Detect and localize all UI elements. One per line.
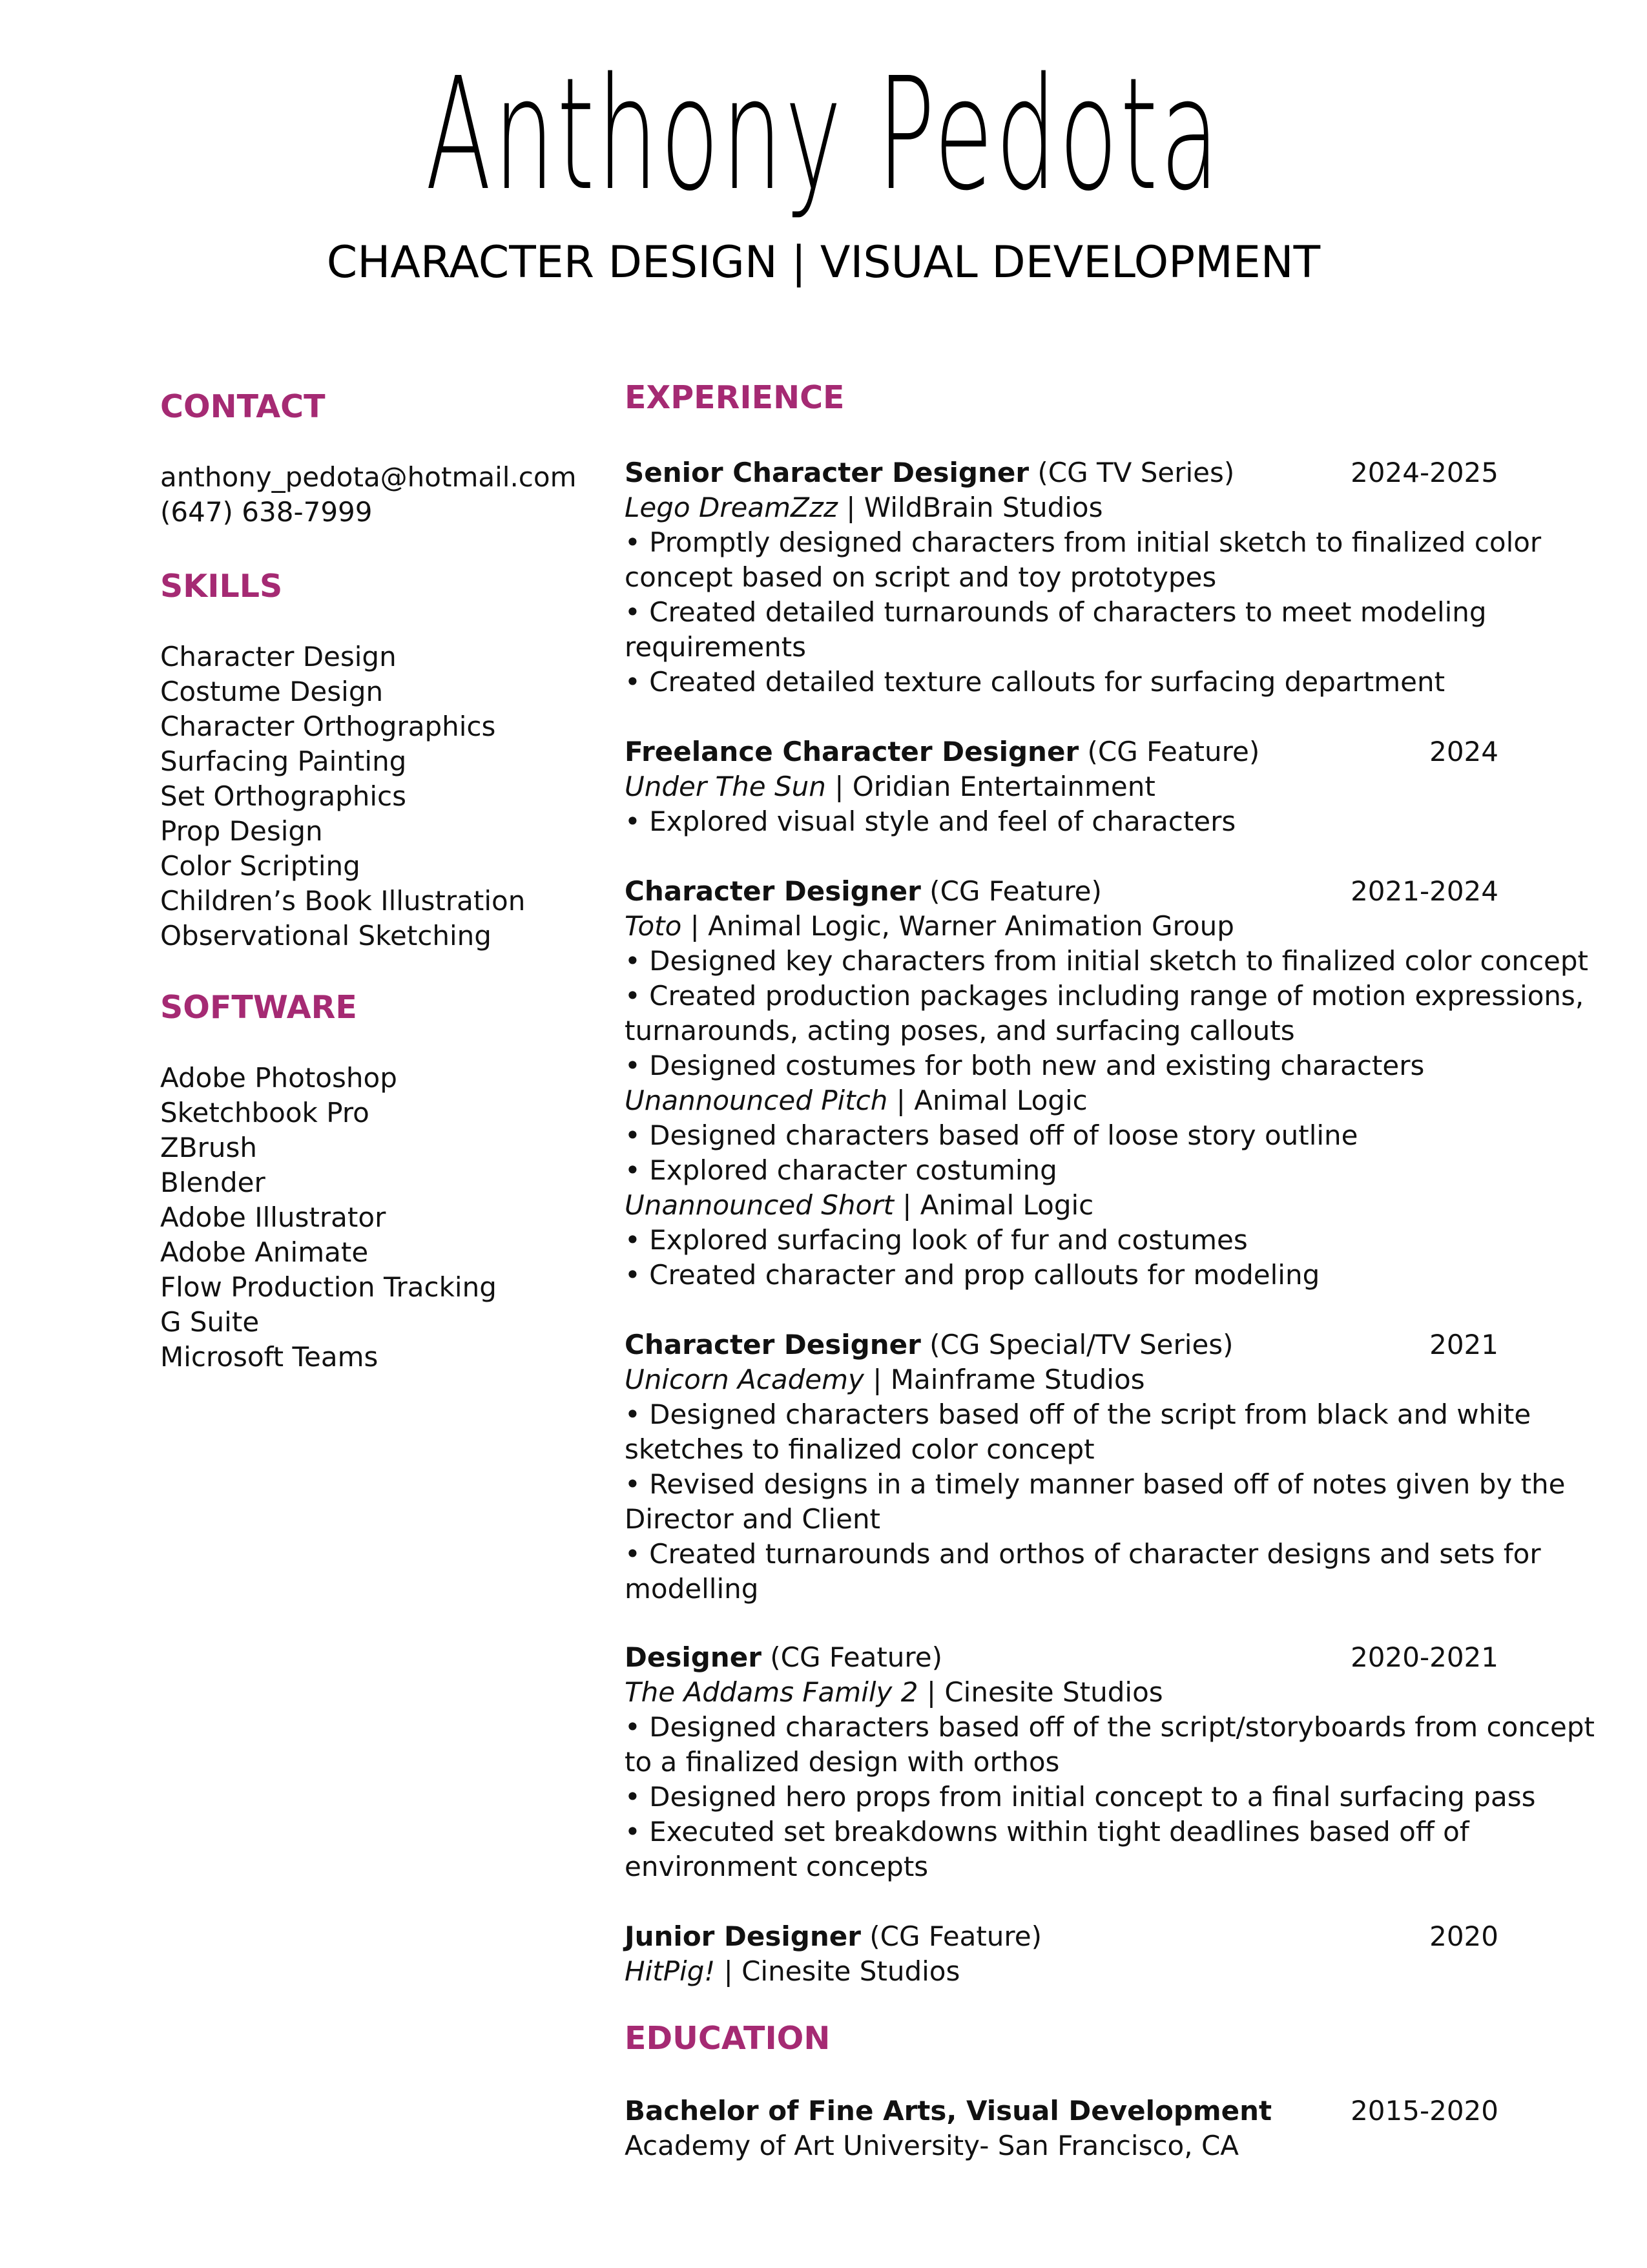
project-name: Toto [625, 910, 682, 942]
contact-heading: CONTACT [160, 388, 326, 425]
software-item: Blender [160, 1167, 265, 1198]
job-title: Senior Character Designer [625, 457, 1030, 488]
education-dates: 2015-2020 [1351, 2095, 1498, 2127]
project-name: Unicorn Academy [625, 1364, 864, 1395]
job-dates: 2020 [1429, 1920, 1498, 1952]
job-project [625, 490, 1498, 525]
education-degree: Bachelor of Fine Arts, Visual Development [625, 2095, 1272, 2127]
job-role [625, 1919, 1042, 1954]
software-heading: SOFTWARE [160, 989, 357, 1026]
candidate-subtitle: CHARACTER DESIGN | VISUAL DEVELOPMENT [326, 237, 1321, 288]
job-bullet: • Created character and prop callouts for modeling [625, 1259, 1320, 1291]
skill-item: Costume Design [160, 676, 384, 707]
job-bullet: • Revised designs in a timely manner based off of notes given by the [625, 1468, 1566, 1500]
job-bullet-cont: sketches to finalized color concept [625, 1433, 1095, 1465]
job-type: (CG Feature) [1079, 736, 1260, 767]
job-type: (CG Special/TV Series) [920, 1329, 1234, 1360]
job-bullet-cont: requirements [625, 631, 807, 663]
studio-name: | Animal Logic [893, 1189, 1094, 1221]
job-bullet: • Designed characters based off of the script from black and white [625, 1399, 1531, 1430]
skill-item: Prop Design [160, 815, 323, 847]
job-title: Character Designer [625, 875, 921, 907]
job-type: (CG Feature) [920, 875, 1102, 907]
job-bullet: • Created detailed texture callouts for surfacing department [625, 666, 1445, 698]
job-role [625, 734, 1259, 769]
job-bullet: • Designed characters based off of loose story outline [625, 1119, 1358, 1151]
job-bullet-cont: environment concepts [625, 1851, 929, 1882]
software-item: Microsoft Teams [160, 1341, 378, 1373]
job-dates: 2024 [1429, 736, 1498, 767]
job-project [625, 1188, 1498, 1223]
job-role [625, 1327, 1234, 1362]
job-role [625, 455, 1234, 490]
job-type: (CG Feature) [860, 1920, 1042, 1952]
software-item: Adobe Photoshop [160, 1062, 397, 1094]
job-bullet: • Created turnarounds and orthos of character designs and sets for [625, 1538, 1541, 1570]
skill-item: Character Orthographics [160, 711, 496, 742]
job-bullet-cont: Director and Client [625, 1503, 881, 1535]
job-role-row [625, 874, 1498, 909]
contact-list [160, 460, 577, 530]
skill-item: Observational Sketching [160, 920, 492, 952]
studio-name: | WildBrain Studios [837, 492, 1103, 523]
job-bullet: • Promptly designed characters from initial sketch to finalized color [625, 526, 1542, 558]
project-name: Lego DreamZzz [625, 492, 838, 523]
education-school: Academy of Art University- San Francisco, CA [625, 2130, 1239, 2161]
job-entry [625, 874, 1589, 1293]
job-entry [625, 734, 1498, 839]
job-bullet: • Explored character costuming [625, 1154, 1057, 1186]
job-title: Freelance Character Designer [625, 736, 1079, 767]
job-bullet-cont: concept based on script and toy prototypes [625, 561, 1217, 593]
job-project [625, 1362, 1498, 1397]
job-project [625, 1675, 1498, 1710]
job-type: (CG Feature) [761, 1641, 942, 1673]
job-dates: 2024-2025 [1351, 457, 1498, 488]
job-title: Designer [625, 1641, 761, 1673]
job-project [625, 1954, 1498, 1989]
skill-item: Set Orthographics [160, 780, 407, 812]
skill-item: Color Scripting [160, 850, 360, 882]
education-row [625, 2094, 1498, 2128]
job-dates: 2020-2021 [1351, 1641, 1498, 1673]
software-list [160, 1061, 497, 1375]
project-name: Unannounced Pitch [625, 1085, 888, 1116]
job-bullet-cont: to a finalized design with orthos [625, 1746, 1060, 1778]
job-bullet: • Created production packages including range of motion expressions, [625, 980, 1584, 1012]
skill-item: Children’s Book Illustration [160, 885, 526, 917]
skills-list [160, 640, 525, 953]
job-role-row [625, 455, 1498, 490]
skill-item: Surfacing Painting [160, 745, 407, 777]
studio-name: | Animal Logic [887, 1085, 1088, 1116]
contact-email: anthony_pedota@hotmail.com [160, 461, 577, 493]
job-bullet-cont: modelling [625, 1573, 759, 1605]
job-project [625, 909, 1498, 944]
job-project [625, 1083, 1498, 1118]
skills-heading: SKILLS [160, 568, 283, 605]
education-heading: EDUCATION [625, 2020, 831, 2057]
job-project [625, 769, 1498, 804]
studio-name: | Oridian Entertainment [825, 771, 1155, 802]
job-bullet: • Designed characters based off of the script/storyboards from concept [625, 1711, 1595, 1743]
studio-name: | Cinesite Studios [918, 1676, 1163, 1708]
software-item: Flow Production Tracking [160, 1271, 497, 1303]
job-entry [625, 455, 1542, 700]
contact-phone: (647) 638-7999 [160, 496, 373, 528]
project-name: The Addams Family 2 [625, 1676, 918, 1708]
job-role-row [625, 1640, 1498, 1675]
software-item: Adobe Illustrator [160, 1202, 386, 1233]
project-name: Under The Sun [625, 771, 826, 802]
job-bullet: • Designed key characters from initial sketch to finalized color concept [625, 945, 1589, 977]
job-type: (CG TV Series) [1029, 457, 1235, 488]
studio-name: | Animal Logic, Warner Animation Group [681, 910, 1234, 942]
job-bullet: • Explored visual style and feel of characters [625, 806, 1236, 837]
experience-heading: EXPERIENCE [625, 379, 845, 416]
software-item: ZBrush [160, 1132, 257, 1163]
job-role [625, 1640, 942, 1675]
job-dates: 2021 [1429, 1329, 1498, 1360]
job-bullet: • Created detailed turnarounds of characters to meet modeling [625, 596, 1487, 628]
job-entry [625, 1327, 1566, 1607]
job-bullet-cont: turnarounds, acting poses, and surfacing callouts [625, 1015, 1295, 1046]
education-entry [625, 2094, 1498, 2163]
job-bullet: • Designed costumes for both new and existing characters [625, 1050, 1425, 1081]
job-role-row [625, 1327, 1498, 1362]
job-bullet: • Explored surfacing look of fur and costumes [625, 1224, 1248, 1256]
job-title: Junior Designer [625, 1920, 861, 1952]
job-dates: 2021-2024 [1351, 875, 1498, 907]
job-bullet: • Designed hero props from initial concept to a final surfacing pass [625, 1781, 1536, 1813]
job-role [625, 874, 1102, 909]
job-role-row [625, 1919, 1498, 1954]
studio-name: | Cinesite Studios [715, 1955, 960, 1987]
job-role-row [625, 734, 1498, 769]
software-item: Adobe Animate [160, 1236, 369, 1268]
job-entry [625, 1919, 1498, 1989]
project-name: HitPig! [625, 1955, 716, 1987]
project-name: Unannounced Short [625, 1189, 894, 1221]
job-entry [625, 1640, 1595, 1884]
candidate-name: Anthony Pedota [425, 44, 1222, 225]
software-item: Sketchbook Pro [160, 1097, 369, 1129]
job-title: Character Designer [625, 1329, 921, 1360]
job-bullet: • Executed set breakdowns within tight deadlines based off of [625, 1816, 1469, 1847]
studio-name: | Mainframe Studios [864, 1364, 1145, 1395]
software-item: G Suite [160, 1306, 260, 1338]
skill-item: Character Design [160, 641, 397, 672]
